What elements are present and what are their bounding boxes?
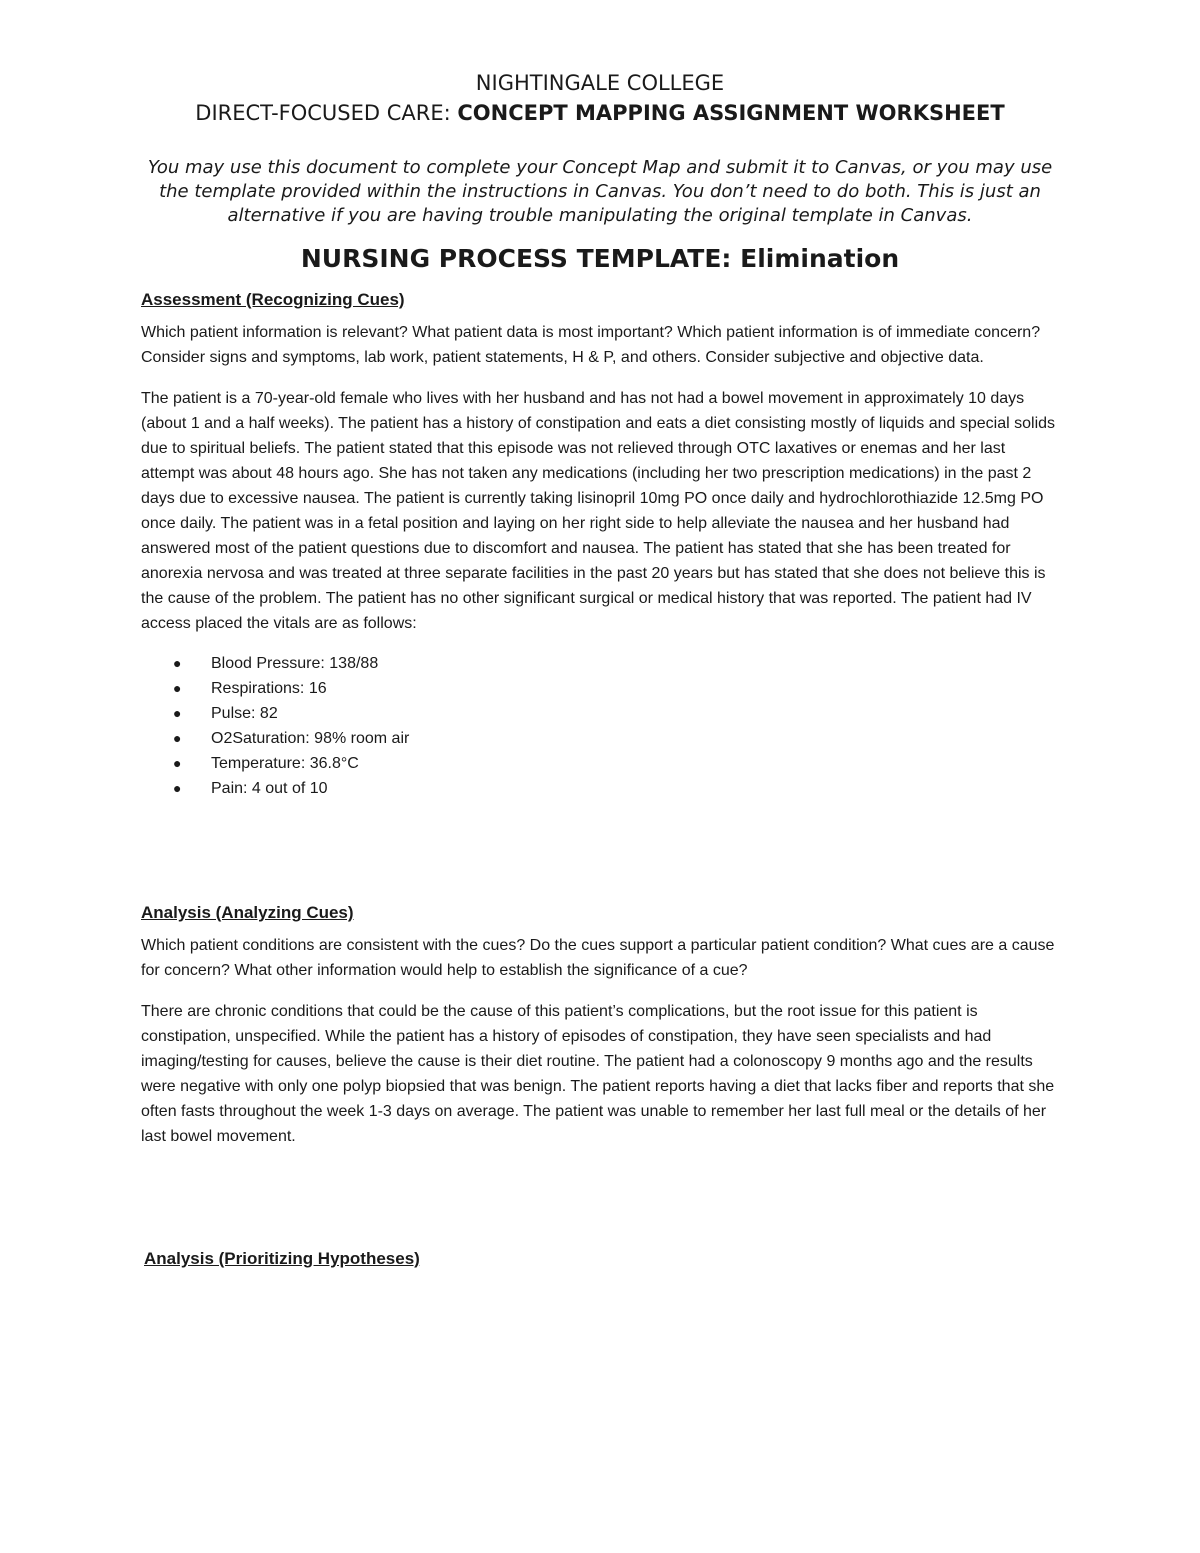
analysis-hypotheses-heading: Analysis (Prioritizing Hypotheses): [144, 1249, 420, 1268]
bullet-icon: ●: [173, 655, 182, 671]
analysis-cues-heading: Analysis (Analyzing Cues): [141, 903, 354, 922]
vital-label: Pain: 4 out of 10: [211, 780, 328, 797]
assessment-narrative: The patient is a 70-year-old female who lives with her husband and has not had a bowel movement in approximately 10 days (about 1 and a half weeks). The patient has a history of constipation and eats a diet consisting mostly of liquids and special solids due to spiritual beliefs. The patient stated that this episode was not relieved through OTC laxatives or enemas and her last attempt was about 48 hours ago. She has not taken any medications (including her two prescription medications) in the past 2 days due to excessive nausea. The patient is currently taking lisinopril 10mg PO once daily and hydrochlorothiazide 12.5mg PO once daily. The patient was in a fetal position and laying on her right side to help alleviate the nausea and her husband had answered most of the patient questions due to discomfort and nausea. The patient has stated that she has been treated for anorexia nervosa and was treated at three separate facilities in the past 20 years but has stated that she does not believe this is the cause of the problem. The patient has no other significant surgical or medical history that was reported. The patient had IV access placed the vitals are as follows:: [141, 390, 1056, 632]
list-item: [141, 701, 1059, 726]
college-name: NIGHTINGALE COLLEGE: [475, 71, 725, 95]
bullet-icon: ●: [173, 680, 182, 696]
vital-label: O2Saturation: 98% room air: [211, 730, 410, 747]
vital-label: Pulse: 82: [211, 705, 278, 722]
analysis-cues-prompt: Which patient conditions are consistent with the cues? Do the cues support a particular patient condition? What cues are a cause for concern? What other information would help to establish the significance of a cue?: [141, 937, 1055, 979]
vital-label: Respirations: 16: [211, 680, 327, 697]
vital-label: Blood Pressure: 138/88: [211, 655, 379, 672]
assessment-prompt: Which patient information is relevant? What patient data is most important? Which patient information is of immediate concern? Consider signs and symptoms, lab work, patient statements, H & P, and others. Consider subjective and objective data.: [141, 324, 1041, 366]
course-title-line: [141, 98, 1059, 128]
list-item: [141, 676, 1059, 701]
bullet-icon: ●: [173, 780, 182, 796]
assessment-heading: Assessment (Recognizing Cues): [141, 290, 405, 309]
list-item: [141, 751, 1059, 776]
vitals-list: [141, 651, 1059, 801]
vital-label: Temperature: 36.8°C: [211, 755, 359, 772]
document-page: [141, 68, 1059, 1271]
bullet-icon: ●: [173, 730, 182, 746]
list-item: [141, 726, 1059, 751]
analysis-cues-narrative: There are chronic conditions that could be the cause of this patient’s complications, but the root issue for this patient is constipation, unspecified. While the patient has a history of episodes of constipation, they have seen specialists and had imaging/testing for causes, believe the cause is their diet routine. The patient had a colonoscopy 9 months ago and the results were negative with only one polyp biopsied that was benign. The patient reports having a diet that lacks fiber and reports that she often fasts throughout the week 1-3 days on average. The patient was unable to remember her last full meal or the details of her last bowel movement.: [141, 1003, 1055, 1145]
list-item: [141, 651, 1059, 676]
template-title: NURSING PROCESS TEMPLATE: Elimination: [300, 244, 900, 273]
course-prefix: DIRECT-FOCUSED CARE:: [195, 101, 458, 125]
bullet-icon: ●: [173, 705, 182, 721]
course-title: CONCEPT MAPPING ASSIGNMENT WORKSHEET: [457, 101, 1005, 125]
bullet-icon: ●: [173, 755, 182, 771]
intro-instructions: You may use this document to complete your Concept Map and submit it to Canvas, or you may use the template provided within the instructions in Canvas. You don’t need to do both. This is just an alternative if you are having trouble manipulating the original template in Canvas.: [147, 157, 1053, 226]
list-item: [141, 776, 1059, 801]
